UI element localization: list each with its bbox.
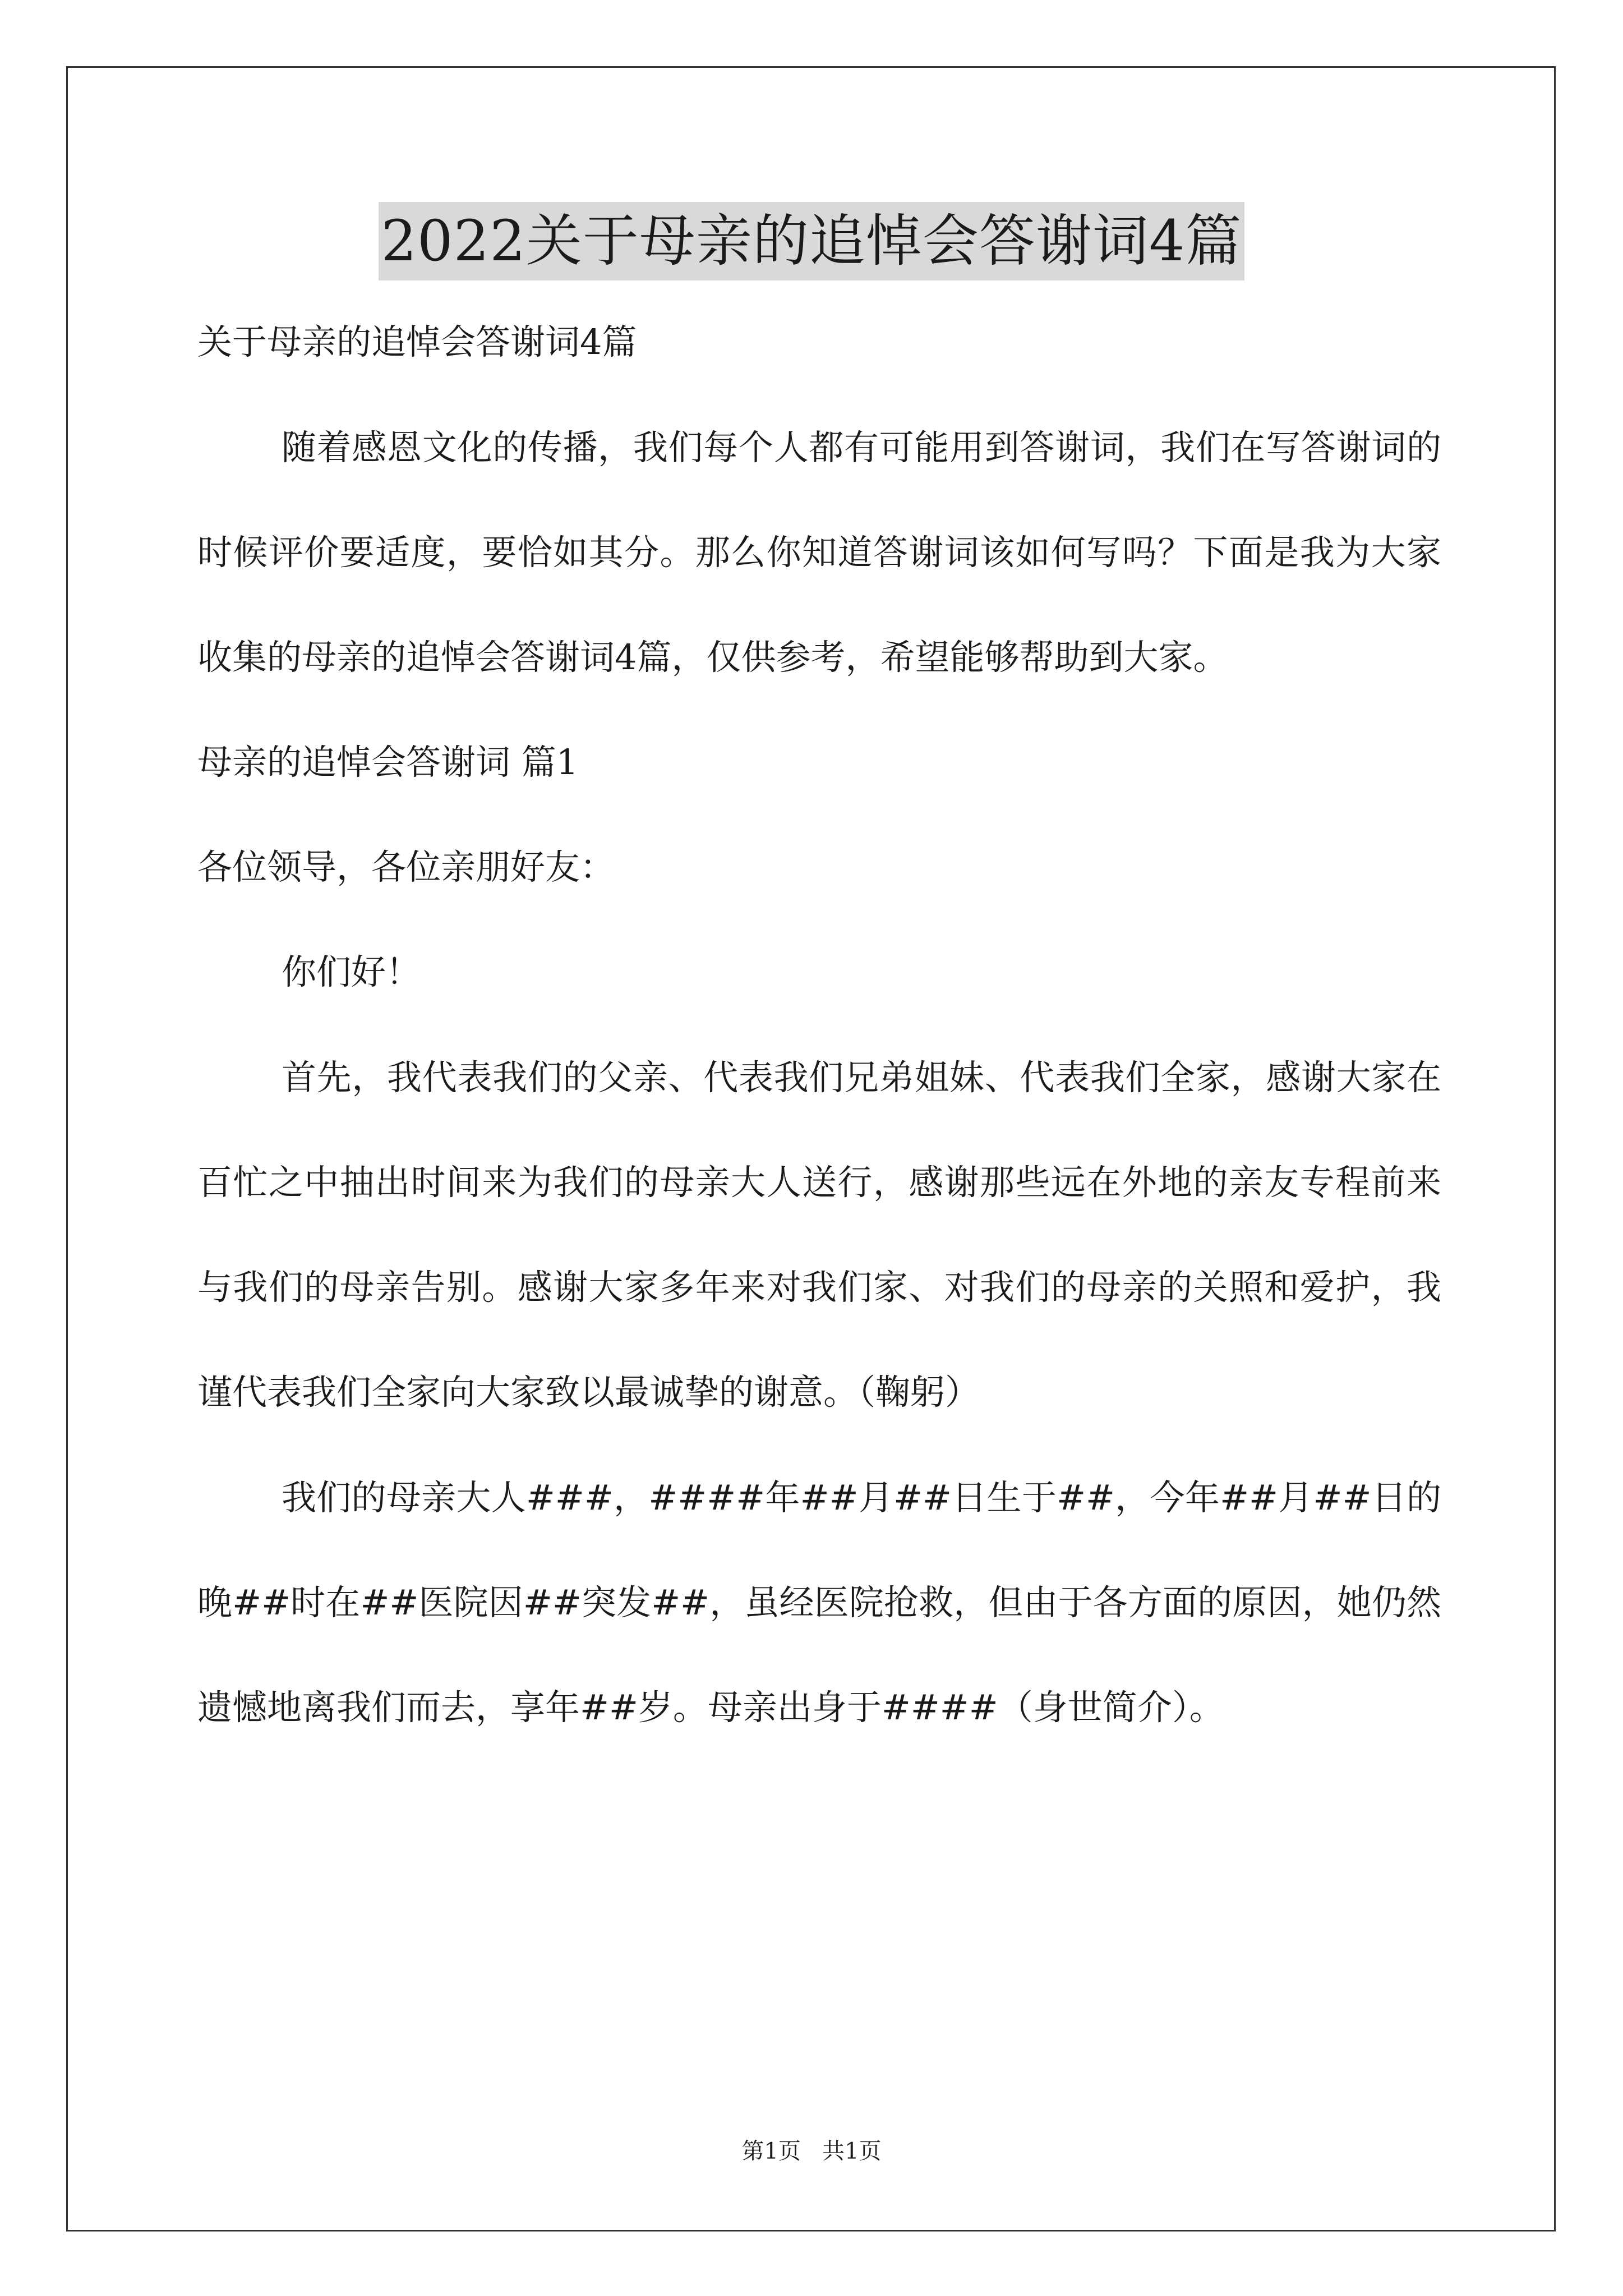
section-heading: 母亲的追悼会答谢词 篇1 [197, 742, 579, 783]
intro-paragraph: 随着感恩文化的传播，我们每个人都有可能用到答谢词，我们在写答谢词的时候评价要适度，要恰如其分。那么你知道答谢词该如何写吗？下面是我为大家收集的母亲的追悼会答谢词4篇，仅供参考，希望能够帮助到大家。 [197, 427, 1441, 678]
subtitle-line: 关于母亲的追悼会答谢词4篇 [197, 321, 637, 362]
greeting-line: 你们好！ [282, 951, 421, 992]
page-footer [0, 2134, 1623, 2168]
title-container [0, 202, 1623, 280]
document-title: 2022关于母亲的追悼会答谢词4篇 [379, 202, 1244, 280]
biography-paragraph: 我们的母亲大人###，####年##月##日生于##，今年##月##日的晚##时在##医院因##突发##，虽经医院抢救，但由于各方面的原因，她仍然遗憾地离我们而去，享年##岁。母亲出身于####（身世简介）。 [197, 1477, 1441, 1728]
page-number: 第1页 共1页 [741, 2138, 882, 2164]
salutation-line: 各位领导，各位亲朋好友： [197, 846, 615, 887]
document-body [197, 314, 1441, 1784]
thanks-paragraph: 首先，我代表我们的父亲、代表我们兄弟姐妹、代表我们全家，感谢大家在百忙之中抽出时间来为我们的母亲大人送行，感谢那些远在外地的亲友专程前来与我们的母亲告别。感谢大家多年来对我们家、对我们的母亲的关照和爱护，我谨代表我们全家向大家致以最诚挚的谢意。（鞠躬） [197, 1057, 1441, 1412]
